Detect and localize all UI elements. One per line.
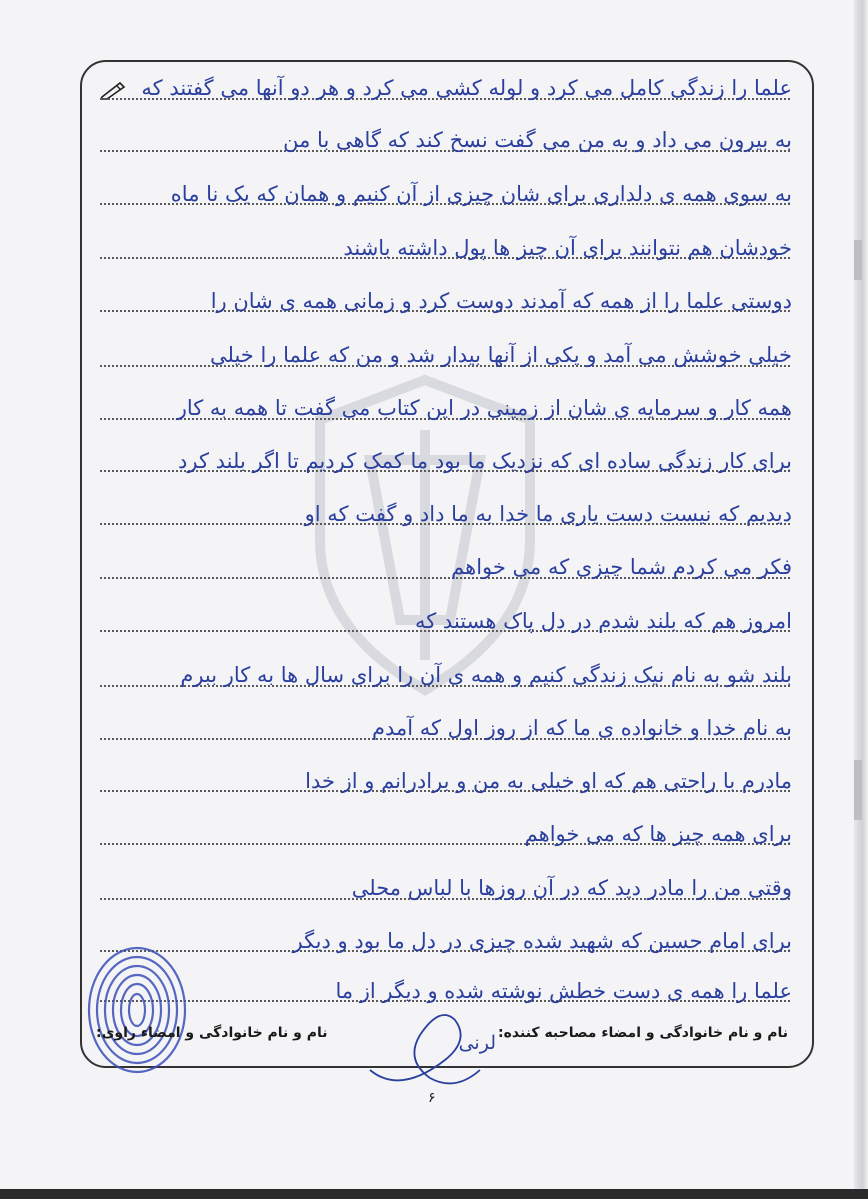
handwritten-line: برای کار زندگی ساده ای که نزدیک ما بود ما کمک کردیم تا اگر بلند کرد [178, 449, 792, 473]
handwritten-line: خودشان هم نتوانند برای آن چیز ها پول داشته باشند [343, 236, 792, 260]
fingerprint-icon [82, 940, 192, 1080]
scan-edge-right [854, 0, 868, 1199]
handwritten-line: بلند شو به نام نیک زندگی کنیم و همه ی آن را برای سال ها به کار ببرم [180, 663, 792, 687]
margin-clip-mark [852, 240, 866, 280]
interviewer-signature-text: لرنی [458, 1032, 496, 1054]
handwritten-line: برای همه چیز ها که می خواهم [524, 822, 792, 846]
handwritten-line: به نام خدا و خانواده ی ما که از روز اول که آمدم [371, 716, 792, 740]
handwritten-line: دوستی علما را از همه که آمدند دوست کرد و زمانی همه ی شان را [210, 289, 792, 313]
handwritten-line: مادرم با راحتی هم که او خیلی به من و برادرانم و از خدا [305, 769, 792, 793]
handwritten-line: علما را زندگی کامل می کرد و لوله کشی می کرد و هر دو آنها می گفتند که [141, 76, 792, 100]
handwritten-line: امروز هم که بلند شدم در دل پاک هستند که [414, 609, 792, 633]
handwritten-line: به بیرون می داد و به من می گفت نسخ کند که گاهی با من [283, 128, 792, 152]
narrator-signature-label: نام و نام خانوادگی و امضاء راوی: [96, 1025, 328, 1041]
handwritten-line: برای امام حسین که شهید شده چیزی در دل ما بود و دیگر [292, 929, 792, 953]
handwritten-line: خیلی خوشش می آمد و یکی از آنها بیدار شد و من که علما را خیلی [210, 343, 792, 367]
scan-edge-bottom [0, 1189, 868, 1199]
interviewer-signature-label: نام و نام خانوادگی و امضاء مصاحبه کننده: [498, 1025, 788, 1041]
margin-clip-mark [852, 760, 866, 820]
handwritten-line: دیدیم که نیست دست یاری ما خدا به ما داد و گفت که او [304, 502, 792, 526]
handwritten-line: همه کار و سرمایه ی شان از زمینی در این کتاب می گفت تا همه به کار [176, 396, 792, 420]
handwritten-line: وقتی من را مادر دید که در آن روزها با لباس محلی [351, 876, 792, 900]
handwritten-line: به سوی همه ی دلداری برای شان چیزی از آن کنیم و همان که یک نا ماه [170, 182, 792, 206]
handwritten-line: علما را همه ی دست خطش نوشته شده و دیگر از ما [335, 979, 792, 1003]
handwritten-line: فکر می کردم شما چیزی که می خواهم [451, 555, 792, 579]
page-number: ۶ [428, 1090, 436, 1106]
